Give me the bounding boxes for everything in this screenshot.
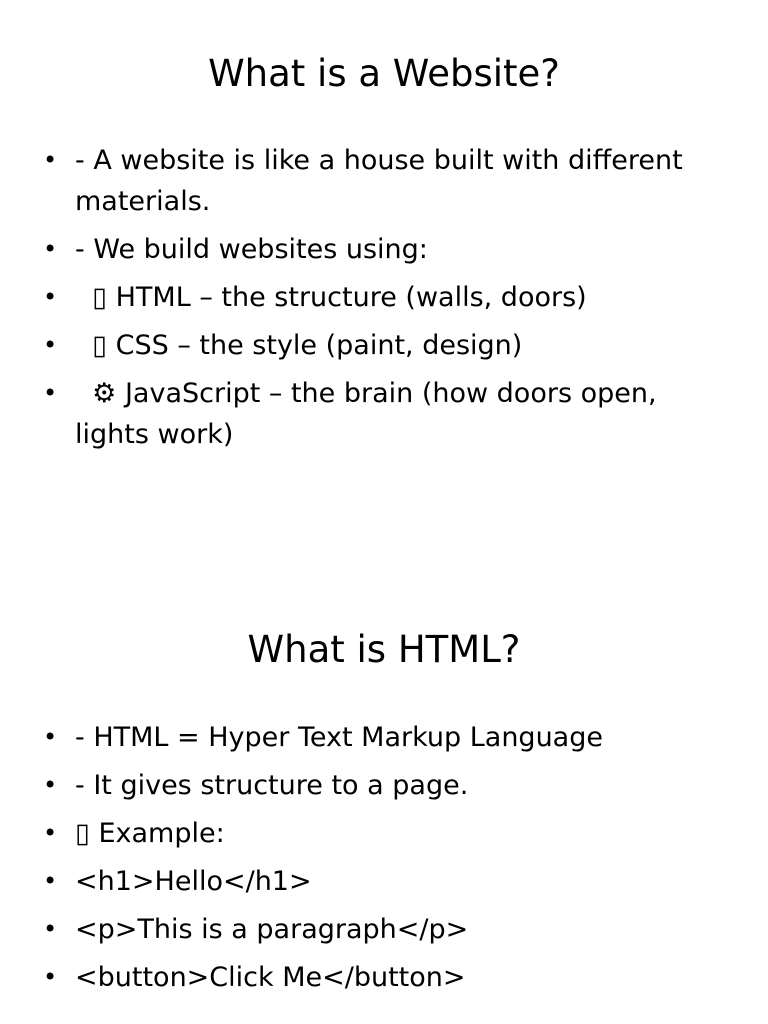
list-item — [0, 957, 768, 998]
bullet-icon: • — [43, 819, 58, 847]
slide-title: What is HTML? — [247, 628, 521, 671]
bullet-text: <p>This is a paragraph</p> — [75, 914, 469, 945]
list-item — [0, 373, 768, 455]
bullet-icon: • — [43, 867, 58, 895]
list-item — [0, 909, 768, 950]
bullet-icon: • — [43, 146, 58, 174]
bullet-text: ⚙ JavaScript – the brain (how doors open, lights work) — [75, 378, 666, 450]
bullet-list — [0, 140, 768, 462]
bullet-icon: • — [43, 235, 58, 263]
list-item — [0, 765, 768, 806]
bullet-icon: • — [43, 331, 58, 359]
bullet-icon: • — [43, 723, 58, 751]
bullet-icon: • — [43, 915, 58, 943]
bullet-text: ▯ Example: — [75, 818, 225, 849]
slide-what-is-html — [0, 576, 768, 1024]
bullet-icon: • — [43, 963, 58, 991]
bullet-text: ▯ HTML – the structure (walls, doors) — [75, 282, 587, 313]
list-item — [0, 140, 768, 222]
bullet-text: <h1>Hello</h1> — [75, 866, 312, 897]
bullet-text: ▯ CSS – the style (paint, design) — [75, 330, 523, 361]
list-item — [0, 325, 768, 366]
bullet-list — [0, 717, 768, 1005]
bullet-icon: • — [43, 379, 58, 407]
list-item — [0, 277, 768, 318]
list-item — [0, 229, 768, 270]
list-item — [0, 813, 768, 854]
list-item — [0, 861, 768, 902]
bullet-icon: • — [43, 771, 58, 799]
bullet-text: - We build websites using: — [75, 234, 428, 265]
bullet-text: - HTML = Hyper Text Markup Language — [75, 722, 603, 753]
bullet-icon: • — [43, 283, 58, 311]
slide-title: What is a Website? — [208, 52, 560, 95]
bullet-text: - A website is like a house built with different materials. — [75, 145, 692, 217]
bullet-text: - It gives structure to a page. — [75, 770, 469, 801]
list-item — [0, 717, 768, 758]
bullet-text: <button>Click Me</button> — [75, 962, 466, 993]
